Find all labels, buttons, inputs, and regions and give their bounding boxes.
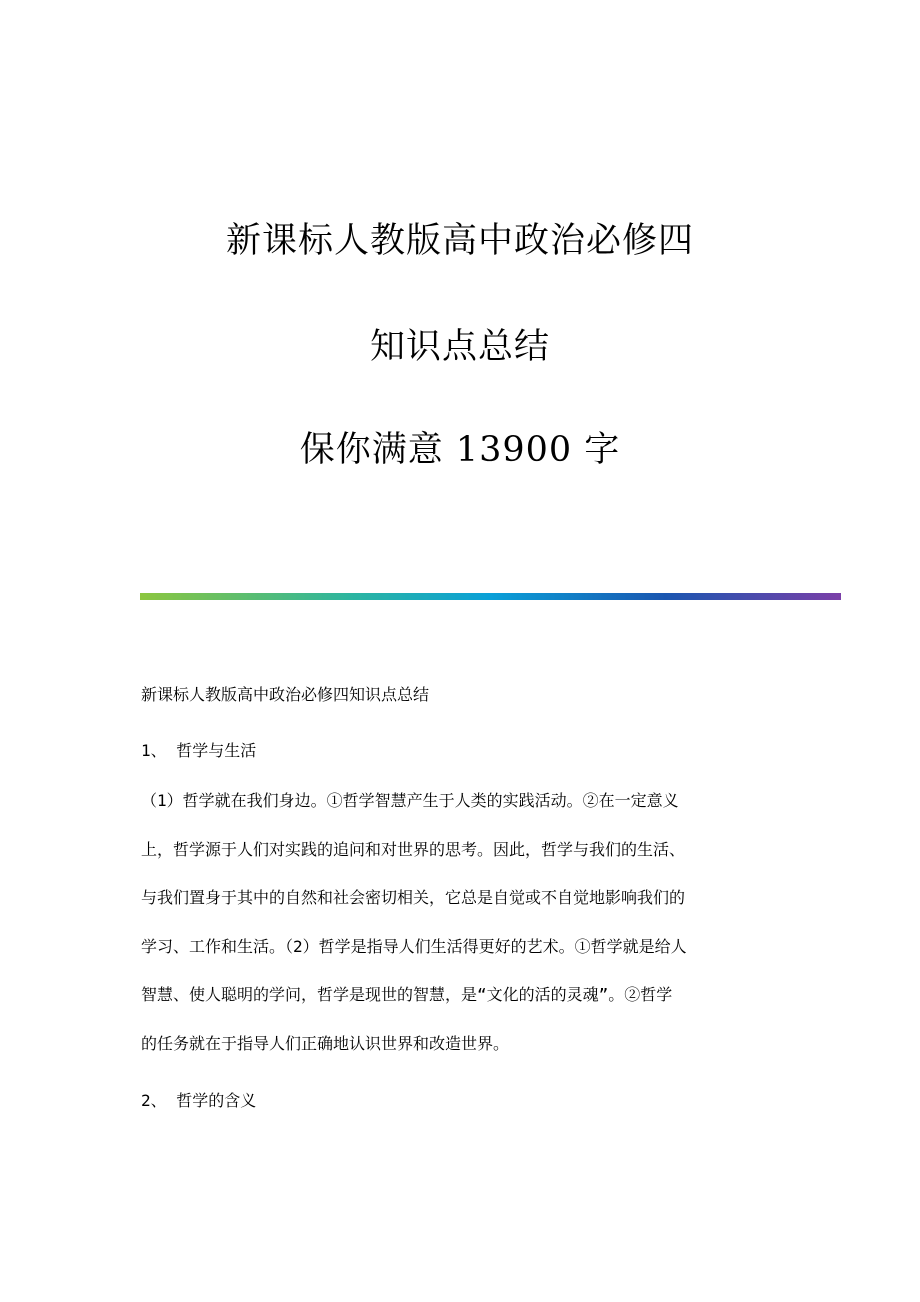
paragraph-line: 的任务就在于指导人们正确地认识世界和改造世界。 [141,1033,510,1053]
cover-title-line-3: 保你满意 13900 字 [299,430,621,470]
paragraph-line: 上，哲学源于人们对实践的追问和对世界的思考。因此，哲学与我们的生活、 [141,839,686,859]
section-1-paragraph [141,789,791,1080]
cover-title-line-2: 知识点总结 [369,327,550,367]
section-heading-1: 1、 哲学与生活 [141,741,257,760]
paragraph-line: 与我们置身于其中的自然和社会密切相关，它总是自觉或不自觉地影响我们的 [141,888,686,907]
section-heading-2: 2、 哲学的含义 [141,1091,257,1110]
document-heading: 新课标人教版高中政治必修四知识点总结 [141,685,430,704]
gradient-divider [140,593,841,600]
paragraph-line: （1）哲学就在我们身边。①哲学智慧产生于人类的实践活动。②在一定意义 [141,791,679,810]
paragraph-line: 智慧、使人聪明的学问，哲学是现世的智慧，是“文化的活的灵魂”。②哲学 [141,985,673,1004]
paragraph-line: 学习、工作和生活。（2）哲学是指导人们生活得更好的艺术。①哲学就是给人 [141,936,687,956]
cover-title-line-1: 新课标人教版高中政治必修四 [225,221,694,261]
